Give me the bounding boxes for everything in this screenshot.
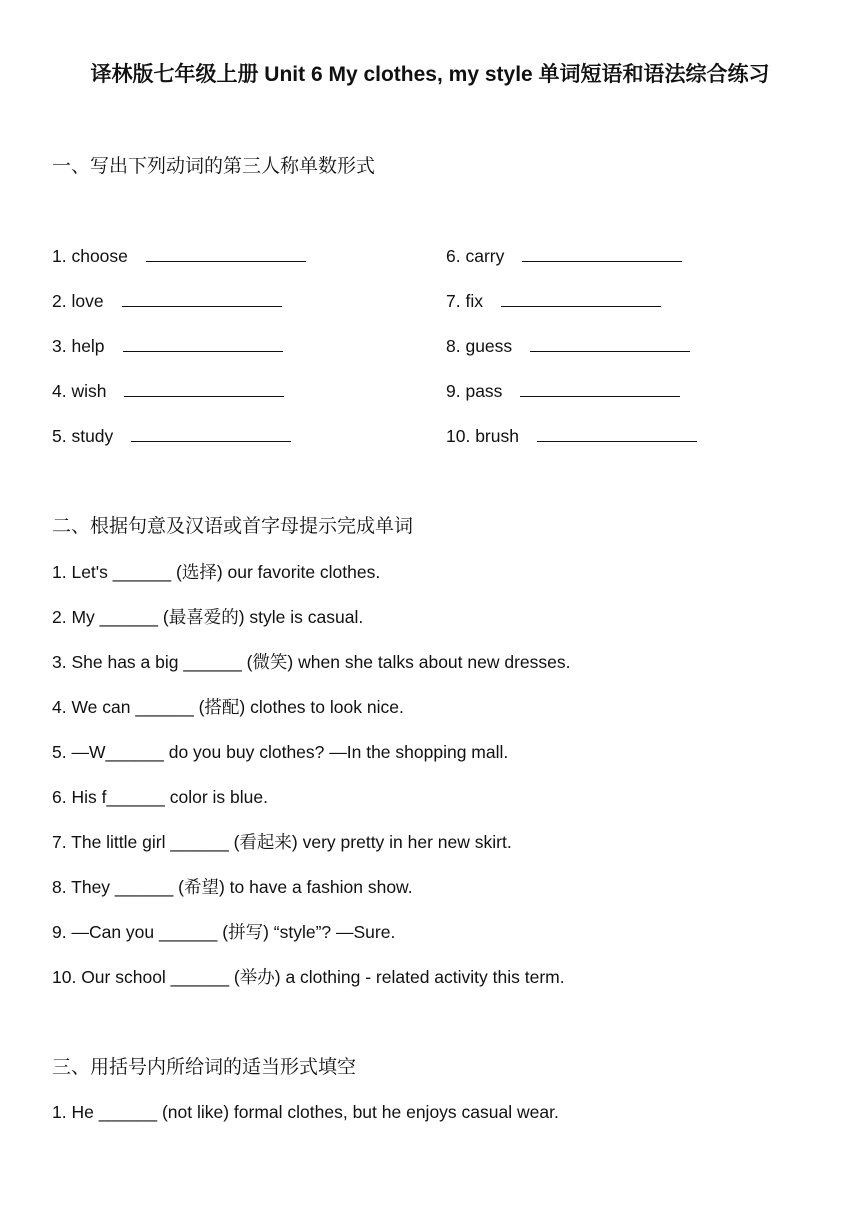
- verb-item-4: [52, 379, 284, 403]
- verb-item-label: 6. carry: [446, 246, 505, 266]
- sentence-item: 5. —W______ do you buy clothes? —In the shopping mall.: [52, 742, 509, 762]
- sentence-item: 10. Our school ______ (举办) a clothing - related activity this term.: [52, 967, 565, 987]
- answer-blank[interactable]: [146, 245, 306, 262]
- sentence-item: 1. Let's ______ (选择) our favorite clothes.: [52, 562, 381, 582]
- answer-blank[interactable]: [537, 425, 697, 442]
- answer-blank[interactable]: [530, 335, 690, 352]
- verb-item-3: [52, 334, 283, 358]
- verb-item-2: [52, 289, 282, 313]
- sentence-item: 6. His f______ color is blue.: [52, 787, 268, 807]
- verb-item-6: [446, 244, 682, 268]
- page-title: 译林版七年级上册 Unit 6 My clothes, my style 单词短语和语法综合练习: [90, 63, 770, 86]
- answer-blank[interactable]: [124, 380, 284, 397]
- verb-item-1: [52, 244, 306, 268]
- verb-item-label: 7. fix: [446, 291, 483, 311]
- verb-item-7: [446, 289, 661, 313]
- answer-blank[interactable]: [522, 245, 682, 262]
- answer-blank[interactable]: [131, 425, 291, 442]
- verb-item-label: 5. study: [52, 426, 114, 446]
- verb-item-label: 2. love: [52, 291, 104, 311]
- verb-item-5: [52, 424, 291, 448]
- verb-item-9: [446, 379, 680, 403]
- sentence-item: 1. He ______ (not like) formal clothes, but he enjoys casual wear.: [52, 1102, 559, 1122]
- verb-item-10: [446, 424, 697, 448]
- verb-item-8: [446, 334, 690, 358]
- sentence-item: 7. The little girl ______ (看起来) very pretty in her new skirt.: [52, 832, 512, 852]
- answer-blank[interactable]: [123, 335, 283, 352]
- answer-blank[interactable]: [501, 290, 661, 307]
- sentence-item: 4. We can ______ (搭配) clothes to look nice.: [52, 697, 404, 717]
- verb-item-label: 10. brush: [446, 426, 519, 446]
- answer-blank[interactable]: [122, 290, 282, 307]
- verb-item-label: 3. help: [52, 336, 105, 356]
- section-2-heading: 二、根据句意及汉语或首字母提示完成单词: [52, 515, 414, 537]
- answer-blank[interactable]: [520, 380, 680, 397]
- sentence-item: 8. They ______ (希望) to have a fashion show.: [52, 877, 413, 897]
- verb-item-label: 8. guess: [446, 336, 513, 356]
- sentence-item: 2. My ______ (最喜爱的) style is casual.: [52, 607, 364, 627]
- section-1-heading: 一、写出下列动词的第三人称单数形式: [52, 155, 376, 177]
- verb-item-label: 4. wish: [52, 381, 107, 401]
- verb-item-label: 1. choose: [52, 246, 128, 266]
- sentence-item: 3. She has a big ______ (微笑) when she talks about new dresses.: [52, 652, 571, 672]
- sentence-item: 9. —Can you ______ (拼写) “style”? —Sure.: [52, 922, 396, 942]
- verb-item-label: 9. pass: [446, 381, 503, 401]
- section-3-heading: 三、用括号内所给词的适当形式填空: [52, 1056, 357, 1078]
